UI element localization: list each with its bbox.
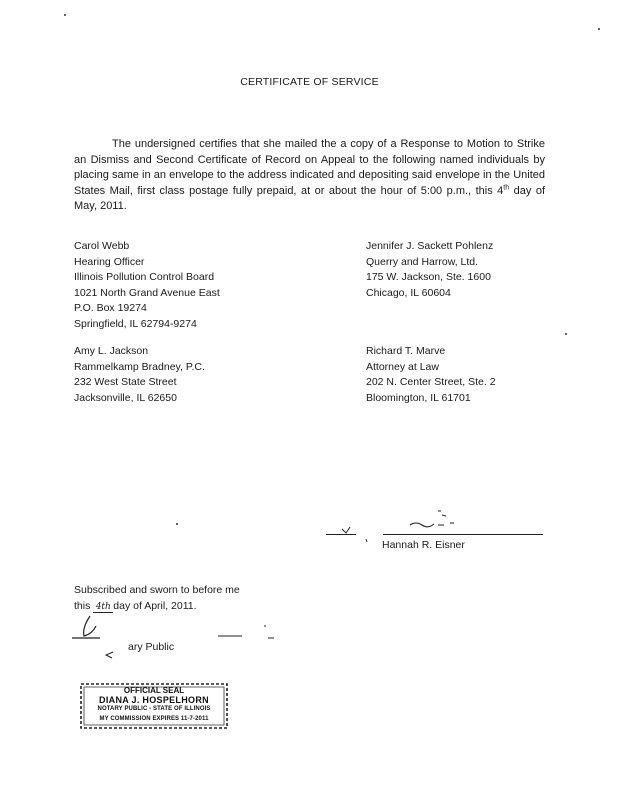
seal-title: OFFICIAL SEAL [123, 686, 185, 695]
notary-public-label: ary Public [128, 641, 175, 653]
scan-speck [64, 14, 66, 16]
jurat-suffix: day of April, 2011. [113, 599, 197, 612]
scan-speck [176, 523, 178, 525]
recipient-name: Jennifer J. Sackett Pohlenz [366, 240, 494, 252]
seal-notary-name: DIANA J. HOSPELHORN [99, 694, 209, 705]
seal-state-line: NOTARY PUBLIC - STATE OF ILLINOIS [97, 706, 211, 712]
recipient-address-block [74, 239, 220, 332]
address-line: 1021 North Grand Avenue East [74, 286, 220, 299]
address-line: Illinois Pollution Control Board [74, 271, 215, 283]
jurat-prefix: this [74, 599, 91, 612]
address-line: Bloomington, IL 61701 [366, 391, 471, 404]
notary-seal [80, 686, 228, 724]
signature-line-left [326, 534, 356, 535]
recipient-name: Carol Webb [74, 240, 130, 252]
recipient-address-block [74, 344, 205, 406]
recipient-address-block [366, 344, 496, 406]
address-line: P.O. Box 19274 [74, 302, 147, 314]
signature-line [383, 534, 543, 535]
recipient-address-block [366, 239, 493, 301]
paragraph-text-end: day of May, 2011. [74, 184, 545, 212]
paragraph-text: The undersigned certifies that she mailed the a copy of a Response to Motion to Strike an Dismiss and Second Certificate of Record on Appeal to the following named individuals by placing same in an envelope to the address indicated and depositing said envelope in the United States Mail, first class postage fully prepaid, at or about the hour of 5:00 p.m., this 4 [74, 138, 545, 197]
notary-signature-scribble [68, 612, 288, 662]
address-line: 202 N. Center Street, Ste. 2 [366, 376, 496, 388]
recipient-name: Richard T. Marve [366, 345, 446, 357]
date-ordinal-superscript: th [503, 183, 510, 191]
certification-paragraph [74, 137, 545, 215]
address-line: Rammelkamp Bradney, P.C. [74, 360, 205, 373]
address-line: Attorney at Law [366, 360, 439, 373]
handwritten-day: 4th [93, 602, 113, 613]
scan-speck [598, 28, 600, 30]
address-line: Springfield, IL 62794-9274 [74, 317, 197, 330]
address-line: Querry and Harrow, Ltd. [366, 255, 479, 268]
document-title: CERTIFICATE OF SERVICE [240, 76, 379, 88]
recipient-name: Amy L. Jackson [74, 345, 149, 357]
address-line: Jacksonville, IL 62650 [74, 391, 177, 404]
jurat-block [74, 583, 240, 614]
address-line: Chicago, IL 60604 [366, 286, 451, 299]
address-line: Hearing Officer [74, 255, 145, 268]
jurat-line: Subscribed and sworn to before me [74, 584, 240, 596]
signer-name: Hannah R. Eisner [382, 539, 465, 551]
scan-speck [565, 333, 567, 335]
seal-commission-line: MY COMMISSION EXPIRES 11-7-2011 [99, 715, 209, 722]
address-line: 232 West State Street [74, 376, 177, 388]
address-line: 175 W. Jackson, Ste. 1600 [366, 271, 491, 283]
